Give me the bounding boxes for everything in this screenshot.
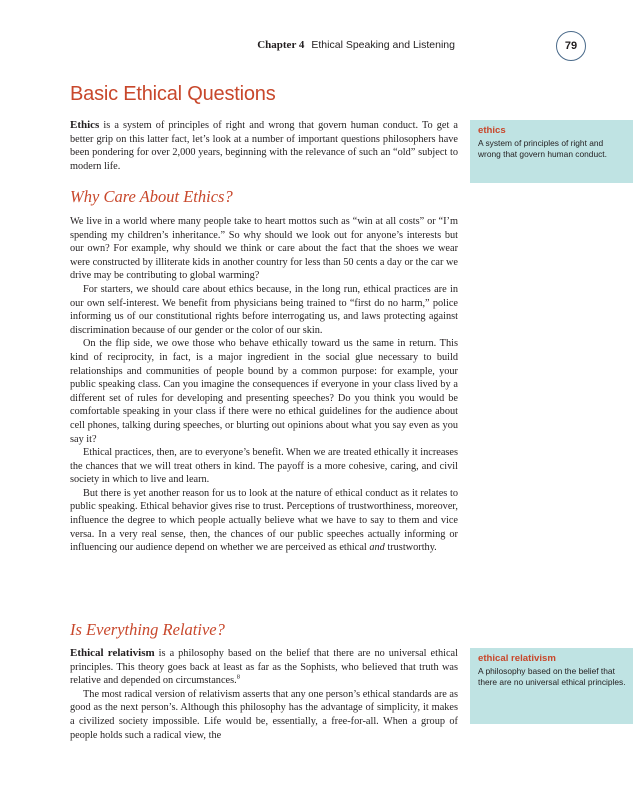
running-head [257,39,455,51]
glossary-definition: A system of principles of right and wrong that govern human conduct. [478,138,607,160]
subheading-why-care: Why Care About Ethics? [70,187,233,206]
text-run: But there is yet another reason for us to look at the nature of ethical conduct as it relates to public speaking. Ethical behavior gives rise to trust. Perceptions of trustworthiness, moreover, influence the degree to which people actually believe what we have to say to them and vice versa. In a very real sense, then, the chances of our public speeches actually informing or influencing our audience depend on whether we are perceived as ethical [70,487,458,554]
intro-block [70,119,458,173]
paragraph: The most radical version of relativism asserts that any one person’s ethical standards are as good as the next person’s. Although this philosophy has the advantage of simplicity, it makes a civilized society impossible. Life would be, essentially, a free-for-all. When a group of people holds such a radical view, the [70,688,458,741]
paragraph: We live in a world where many people take to heart mottos such as “win at all costs” or “I’m spending my children’s inheritance.” So why should we look out for anyone’s interests but our own? For example, why should we think or care about the fact that the shoes we wear were constructed by illiterate kids in another country for less than 50 cents a day or the car we drive may be contributing to global warming? [70,216,458,282]
paragraph: On the flip side, we owe those who behave ethically toward us the same in return. This kind of reciprocity, in fact, is a major ingredient in the social glue necessary to build relationships and communities of people bound by a common purpose: for example, your public speaking class. Can you imagine the consequences if everyone in your class lived by a different set of rules for developing and presenting speeches? Do you think you would be comfortable speaking in your class if there were no ethical guidelines for the audience about cell phones, talking during speeches, or blurting out opinions about what you say even as you say it? [70,338,458,445]
chapter-label: Chapter 4 [257,39,305,51]
glossary-box-ethics [470,120,633,183]
intro-paragraph [70,119,458,173]
paragraph [70,487,458,555]
text-run: is a philosophy based on the belief that there are no universal ethical principles. This theory goes back at least as far as the Sophists, who believed that truth was relative and depended on circumstances. [70,648,458,687]
paragraph: For starters, we should care about ethics because, in the long run, ethical practices are in our own self-interest. We benefit from physicians being trained to “first do no harm,” police informing us of our constitutional rights before interrogating us, and laws protecting against discrimination because of our gender or the color of our skin. [70,283,458,336]
paragraph: Ethical practices, then, are to everyone’s benefit. When we are treated ethically it increases the chances that we will treat others in kind. The payoff is a more cohesive, caring, and civil society in which to live and learn. [70,447,458,486]
relative-block [70,647,458,742]
emphasis: and [369,542,385,554]
intro-text: is a system of principles of right and wrong that govern human conduct. To get a better grip on this latter fact, let’s look at a number of important questions philosophers have been pondering for over 2,000 years, beginning with the relevance of such an “old” subject to modern life. [70,120,458,172]
section-title: Basic Ethical Questions [70,83,276,105]
subheading-relative: Is Everything Relative? [70,620,225,639]
page-number: 79 [556,31,586,61]
glossary-box-ethical-relativism [470,648,633,724]
why-care-block [70,215,458,555]
text-run: trustworthy. [384,542,437,554]
paragraph [70,647,458,688]
key-term-ethics: Ethics [70,119,100,131]
glossary-definition: A philosophy based on the belief that there are no universal ethical principles. [478,666,626,688]
glossary-term: ethical relativism [478,653,556,664]
key-term-ethical-relativism: Ethical relativism [70,647,155,659]
endnote-marker: 8 [236,673,240,681]
glossary-term: ethics [478,125,506,136]
chapter-title: Ethical Speaking and Listening [311,39,455,51]
